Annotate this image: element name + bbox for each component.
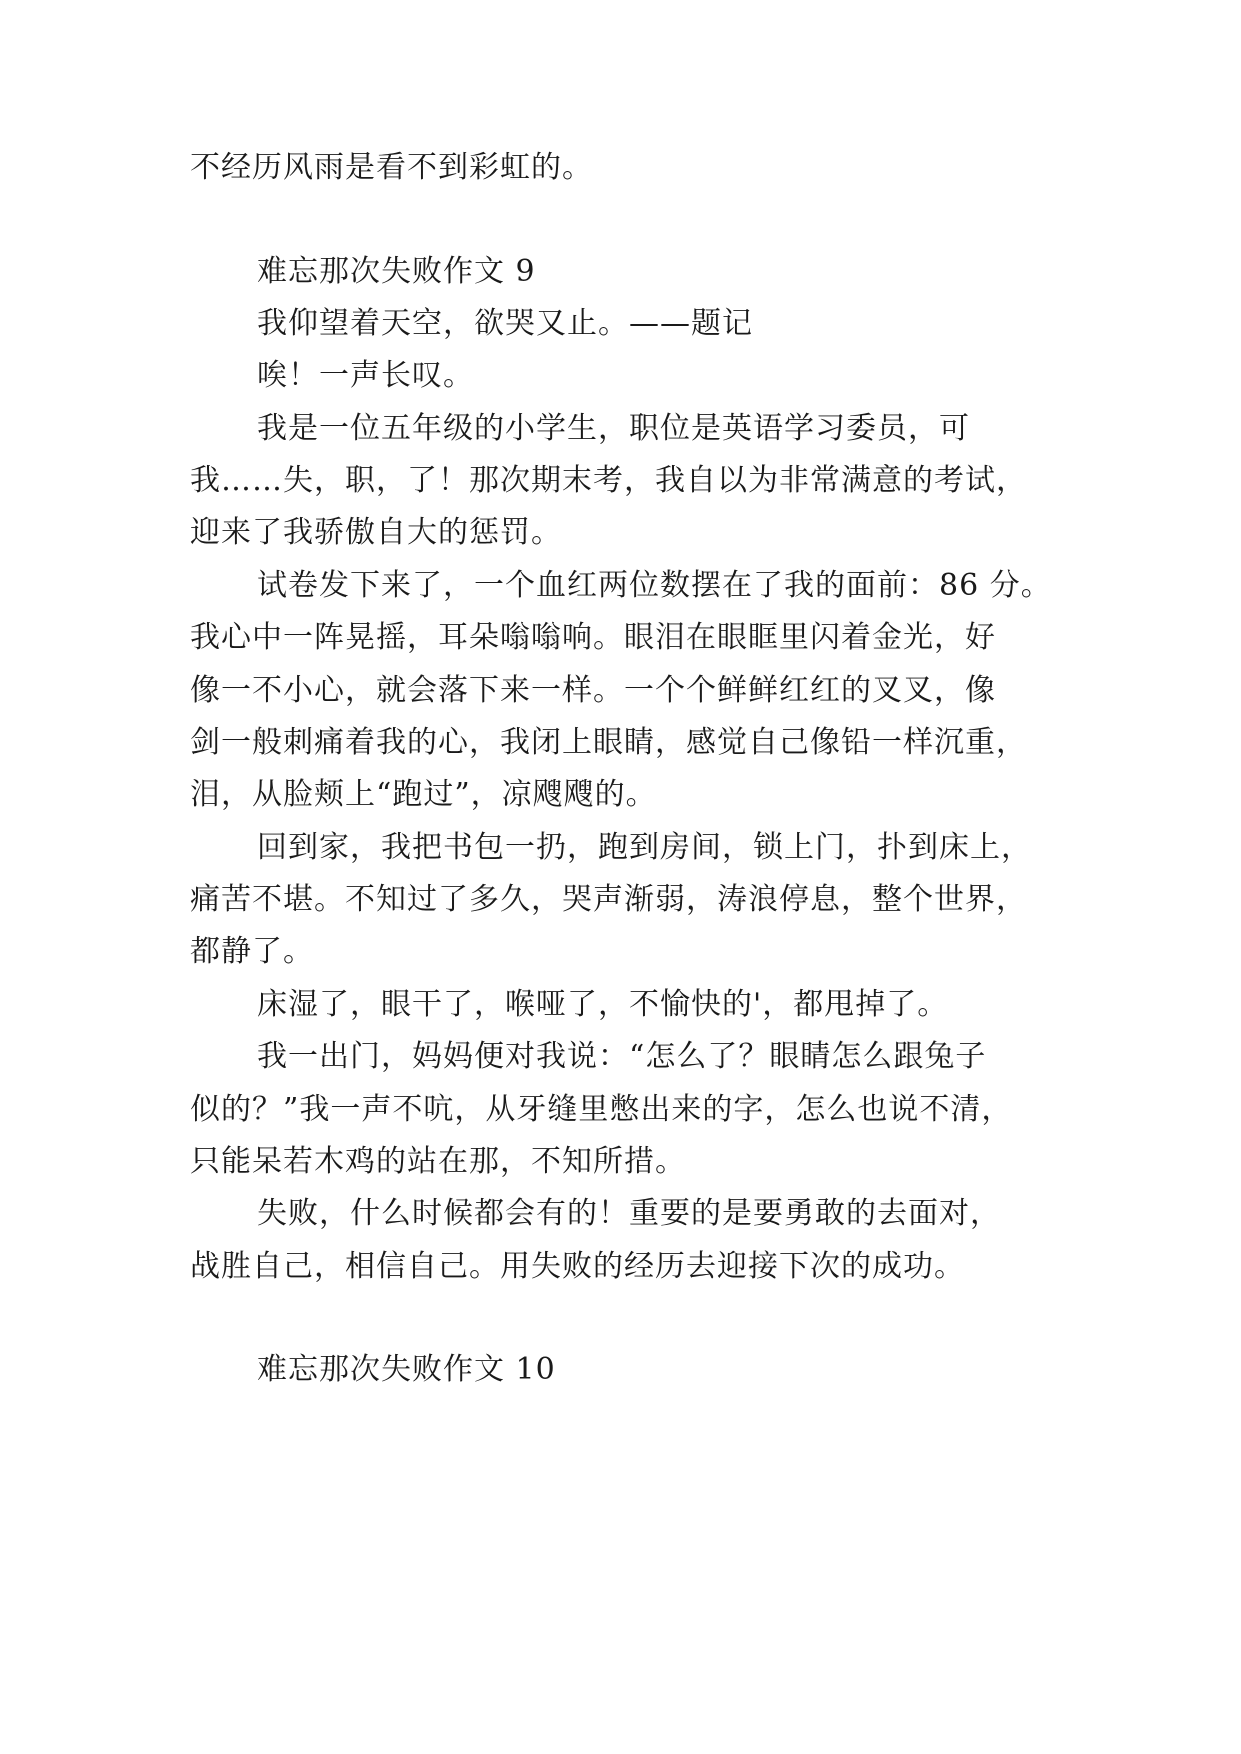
paragraph-line: 失败，什么时候都会有的！重要的是要勇敢的去面对， (257, 1196, 1001, 1231)
paragraph-line: 只能呆若木鸡的站在那，不知所措。 (190, 1144, 686, 1179)
paragraph-line: 都静了。 (190, 934, 314, 969)
paragraph-line: 唉！一声长叹。 (257, 358, 474, 393)
paragraph-line: 痛苦不堪。不知过了多久，哭声渐弱，涛浪停息，整个世界， (190, 882, 1027, 917)
paragraph-line: 迎来了我骄傲自大的惩罚。 (190, 515, 562, 550)
paragraph-line: 我……失，职，了！那次期末考，我自以为非常满意的考试， (190, 463, 1027, 498)
essay-title-9: 难忘那次失败作文 9 (257, 254, 536, 289)
paragraph-line: 床湿了，眼干了，喉哑了，不愉快的'，都甩掉了。 (257, 987, 949, 1022)
paragraph-line: 我一出门，妈妈便对我说：“怎么了？眼睛怎么跟兔子 (257, 1039, 987, 1074)
paragraph-line: 像一不小心，就会落下来一样。一个个鲜鲜红红的叉叉，像 (190, 673, 996, 708)
paragraph-line: 泪，从脸颊上“跑过”，凉飕飕的。 (190, 777, 657, 812)
paragraph-line: 剑一般刺痛着我的心，我闭上眼睛，感觉自己像铅一样沉重， (190, 725, 1027, 760)
paragraph-line: 试卷发下来了，一个血红两位数摆在了我的面前：86 分。 (257, 568, 1052, 603)
paragraph-line: 我心中一阵晃摇，耳朵嗡嗡响。眼泪在眼眶里闪着金光，好 (190, 620, 996, 655)
paragraph-line: 似的？”我一声不吭，从牙缝里憋出来的字，怎么也说不清， (190, 1092, 1013, 1127)
paragraph-line: 我是一位五年级的小学生，职位是英语学习委员，可 (257, 411, 970, 446)
paragraph-closing-line: 不经历风雨是看不到彩虹的。 (190, 150, 593, 185)
paragraph-line: 战胜自己，相信自己。用失败的经历去迎接下次的成功。 (190, 1249, 965, 1284)
paragraph-line: 回到家，我把书包一扔，跑到房间，锁上门，扑到床上， (257, 830, 1032, 865)
essay-title-10: 难忘那次失败作文 10 (257, 1352, 556, 1387)
epigraph-line: 我仰望着天空，欲哭又止。——题记 (257, 306, 753, 341)
